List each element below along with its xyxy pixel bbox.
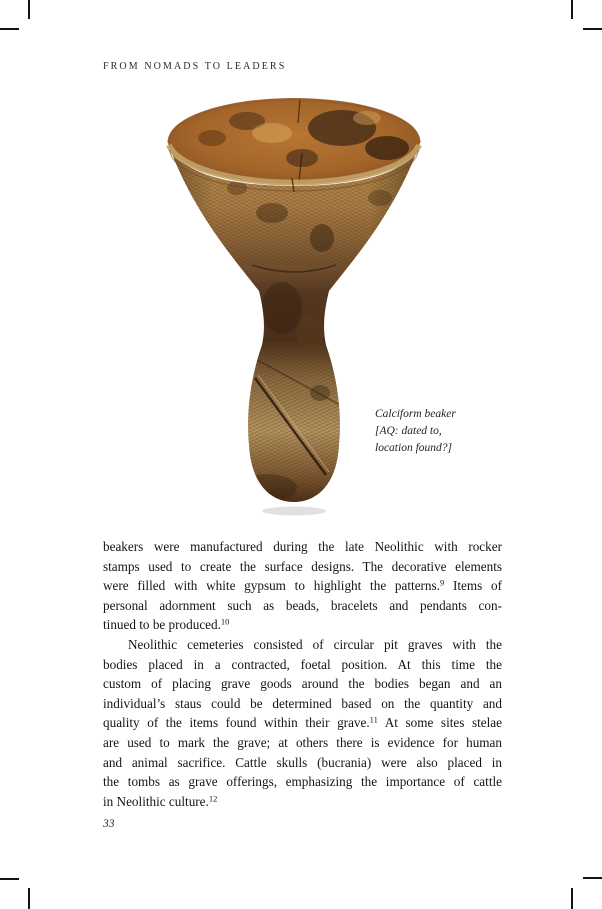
caption-line: Calciform beaker	[375, 408, 456, 420]
body-line: personal adornment such as beads, bracelets and pendants con-	[103, 597, 502, 613]
body-line: quality of the items found within their grave.$^{11}$ At some sites stelae	[103, 714, 502, 731]
crop-mark-top-right-horizontal	[583, 28, 602, 30]
body-line: stamps used to create the surface designs. The decorative elements	[103, 558, 502, 574]
crop-mark-top-left-vertical	[28, 0, 30, 19]
body-line: custom of placing grave goods around the bodies began and an	[103, 676, 502, 692]
crop-mark-top-right-vertical	[571, 0, 573, 19]
body-line: bodies placed in a contracted, foetal position. At this time the	[103, 656, 502, 672]
crop-mark-bottom-left-vertical	[28, 888, 30, 909]
body-line: in Neolithic culture.$^{12}$	[103, 793, 218, 809]
footnote-reference: 12	[208, 793, 218, 804]
body-line: Neolithic cemeteries consisted of circular pit graves with the	[128, 636, 502, 652]
body-line: and animal sacrifice. Cattle skulls (bucrania) were also placed in	[103, 754, 502, 770]
crop-mark-bottom-left-horizontal	[0, 878, 19, 880]
crop-mark-bottom-right-horizontal	[583, 877, 602, 879]
beaker-shadow	[262, 507, 326, 516]
page-number: 33	[103, 818, 115, 830]
caption-line: location found?]	[375, 442, 452, 454]
footnote-reference: 9	[439, 577, 445, 588]
caption-line: [AQ: dated to,	[375, 425, 442, 437]
body-line: tinued to be produced.$^{10}$	[103, 616, 230, 633]
crop-mark-bottom-right-vertical	[571, 888, 573, 909]
body-line: the tombs as grave offerings, emphasizing the importance of cattle	[103, 774, 502, 790]
footnote-reference: 11	[369, 714, 378, 725]
body-line: were filled with white gypsum to highlight the patterns.$^9$ Items of	[103, 577, 502, 594]
running-header: FROM NOMADS TO LEADERS	[103, 61, 287, 72]
crop-mark-top-left-horizontal	[0, 28, 19, 30]
body-line: are used to mark the grave; at others there is evidence for human	[103, 734, 502, 750]
body-text	[103, 537, 502, 811]
body-line: individual’s staus could be determined based on the quantity and	[103, 695, 502, 711]
footnote-reference: 10	[220, 616, 230, 627]
body-line: beakers were manufactured during the late Neolithic with rocker	[103, 539, 502, 554]
figure-caption	[375, 406, 456, 457]
